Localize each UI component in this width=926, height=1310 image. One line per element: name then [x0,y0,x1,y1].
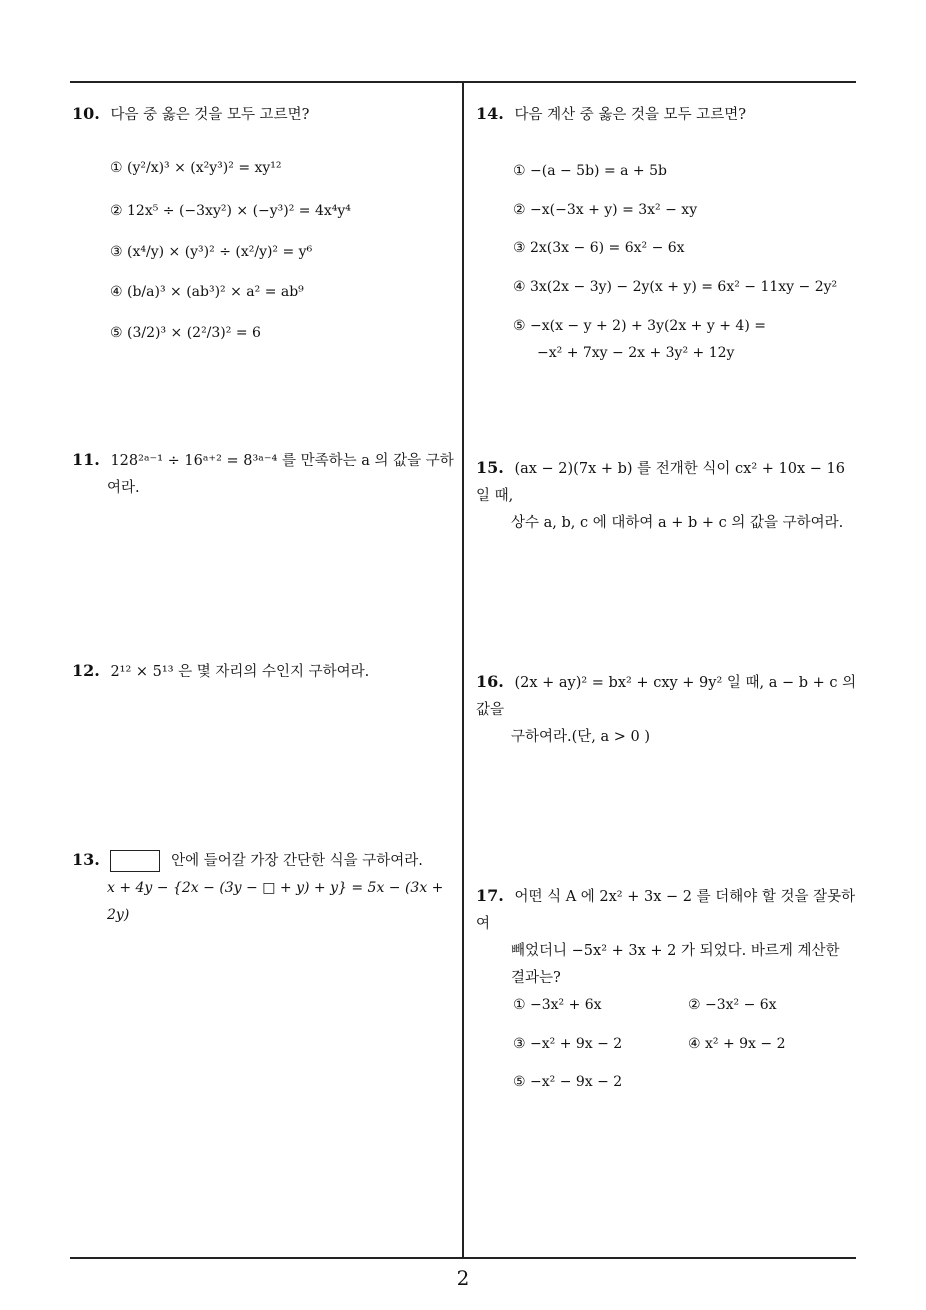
question-text: 안에 들어갈 가장 간단한 식을 구하여라. [171,853,423,869]
question-number: 17. [476,886,504,905]
answer-blank-box [110,850,160,872]
q17-option-5: ⑤ −x² − 9x − 2 [513,1074,623,1090]
q14-option-2: ② −x(−3x + y) = 3x² − xy [513,202,698,218]
q14-option-3: ③ 2x(3x − 6) = 6x² − 6x [513,240,685,256]
question-text-line1: 128²ᵃ⁻¹ ÷ 16ᵃ⁺² = 8³ᵃ⁻⁴ 를 만족하는 a 의 값을 구하 [110,453,454,469]
question-text-line1: 어떤 식 A 에 2x² + 3x − 2 를 더해야 할 것을 잘못하여 [476,889,856,932]
question-text-line1: (2x + ay)² = bx² + cxy + 9y² 일 때, a − b + c 의 값을 [476,675,857,718]
question-16 [476,668,861,751]
question-number: 14. [476,104,504,123]
question-number: 15. [476,458,504,477]
question-prompt: 다음 계산 중 옳은 것을 모두 고르면? [514,107,746,123]
q10-option-3: ③ (x⁴/y) × (y³)² ÷ (x²/y)² = y⁶ [110,244,313,260]
question-13 [72,846,457,929]
q17-option-4: ④ x² + 9x − 2 [688,1036,786,1052]
q14-option-5: ⑤ −x(x − y + 2) + 3y(2x + y + 4) = [513,318,766,334]
question-text-line2: 구하여라.(단, a > 0 ) [511,729,651,745]
question-text-line2: 상수 a, b, c 에 대하여 a + b + c 의 값을 구하여라. [511,515,844,531]
q14-option-1: ① −(a − 5b) = a + 5b [513,163,667,179]
q10-option-5: ⑤ (3/2)³ × (2²/3)² = 6 [110,325,261,341]
question-14 [476,100,746,129]
q14-option-4: ④ 3x(2x − 3y) − 2y(x + y) = 6x² − 11xy − 2y² [513,279,838,295]
question-11 [72,446,457,502]
question-text-line1: (ax − 2)(7x + b) 를 전개한 식이 cx² + 10x − 16 일 때, [476,461,845,504]
bottom-rule [70,1257,856,1259]
column-divider [462,82,464,1258]
q17-option-3: ③ −x² + 9x − 2 [513,1036,623,1052]
question-10 [72,100,309,129]
question-number: 11. [72,450,100,469]
q17-option-2: ② −3x² − 6x [688,997,777,1013]
q17-option-1: ① −3x² + 6x [513,997,602,1013]
q10-option-4: ④ (b/a)³ × (ab³)² × a² = ab⁹ [110,284,304,300]
question-prompt: 다음 중 옳은 것을 모두 고르면? [110,107,310,123]
question-17 [476,882,861,992]
page-number: 2 [456,1266,470,1290]
question-number: 16. [476,672,504,691]
question-number: 13. [72,850,100,869]
question-equation: x + 4y − {2x − (3y − □ + y) + y} = 5x − (3x + 2y) [107,880,444,923]
question-12 [72,657,457,686]
question-text-line3: 결과는? [511,970,561,986]
question-text: 2¹² × 5¹³ 은 몇 자리의 수인지 구하여라. [110,664,370,680]
question-number: 10. [72,104,100,123]
question-text-line2: 빼었더니 −5x² + 3x + 2 가 되었다. 바르게 계산한 [511,943,840,959]
question-15 [476,454,861,537]
question-text-line2: 여라. [107,480,140,496]
question-number: 12. [72,661,100,680]
q10-option-2: ② 12x⁵ ÷ (−3xy²) × (−y³)² = 4x⁴y⁴ [110,203,351,219]
q14-option-5-continued: −x² + 7xy − 2x + 3y² + 12y [537,345,735,361]
q10-option-1: ① (y²/x)³ × (x²y³)² = xy¹² [110,160,282,176]
